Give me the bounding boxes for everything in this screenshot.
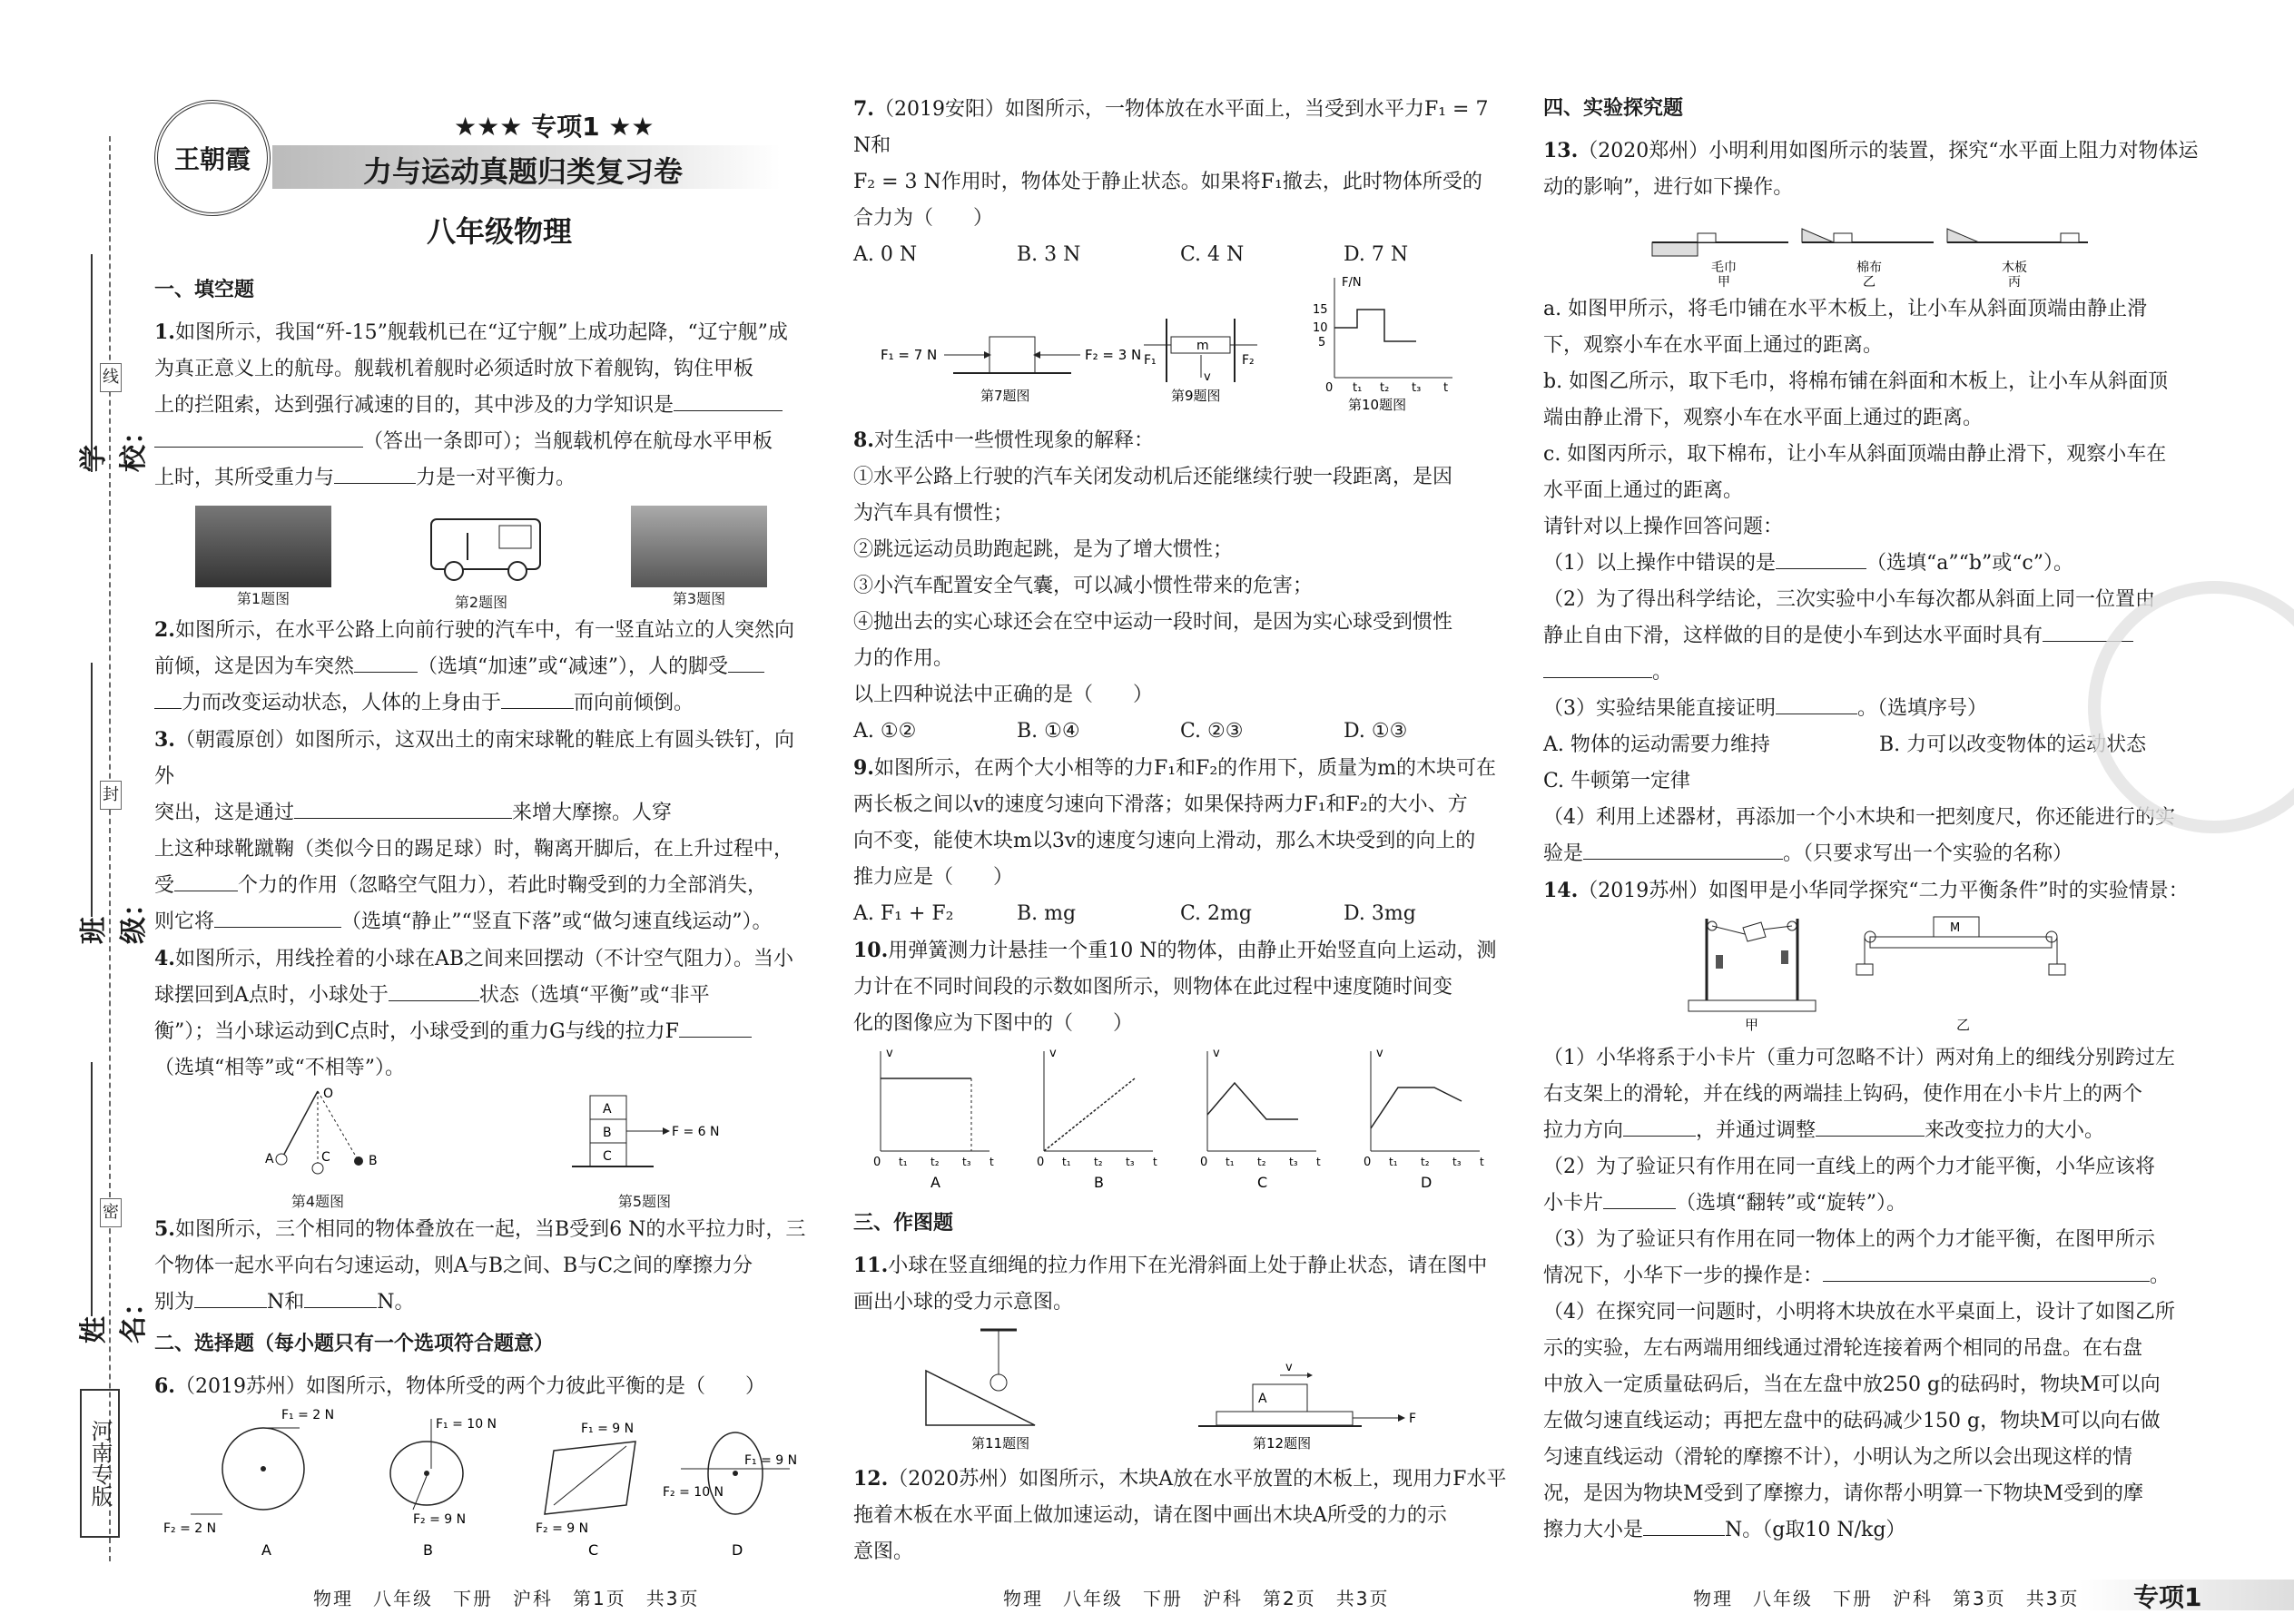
q5-line3c: N。	[377, 1291, 415, 1314]
q10b-t3: t₃	[1126, 1156, 1135, 1168]
q14-figure	[1543, 910, 2215, 1037]
q1-line3: 上的拦阻索，达到强行减速的目的，其中涉及的力学知识是	[154, 394, 674, 417]
q13-c2: 水平面上通过的距离。	[1543, 479, 1744, 502]
q5-blank2[interactable]	[304, 1287, 377, 1308]
q12-line2: 拖着木板在水平面上做加速运动，请在图中画出木块A所受的力的示	[853, 1504, 1447, 1527]
q8-line7: 以上四种说法中正确的是（ ）	[853, 684, 1154, 706]
apparatus-yi	[1856, 917, 2065, 1033]
q10c-t1: t₁	[1226, 1156, 1235, 1168]
q3-line5b: （选填“静止”“竖直下落”或“做匀速直线运动”）。	[341, 910, 773, 933]
fig5-caption: 第5题图	[617, 1193, 672, 1210]
fig4-label-a: A	[265, 1152, 274, 1166]
q8-line6: 力的作用。	[853, 647, 954, 670]
q3-line4a: 受	[154, 874, 175, 897]
section-3-heading: 三、作图题	[853, 1212, 954, 1235]
q10-graph-c	[1200, 1047, 1321, 1191]
q10-graph-a	[873, 1047, 994, 1191]
q8-option-b[interactable]: B. ①④	[1017, 720, 1080, 743]
column-1	[154, 0, 808, 1563]
q10-option-c[interactable]: C	[1257, 1174, 1268, 1191]
q12-line1: （2020苏州）如图所示，木块A放在水平放置的木板上，现用力F水平	[888, 1468, 1507, 1491]
q10b-origin: 0	[1037, 1156, 1045, 1169]
question-9	[853, 750, 1507, 932]
q3-blank2[interactable]	[174, 871, 238, 891]
q10a-t1: t₁	[899, 1156, 908, 1168]
q11-line1: 小球在竖直细绳的拉力作用下在光滑斜面上处于静止状态，请在图中	[888, 1255, 1488, 1277]
fig5-force-label: F = 6 N	[672, 1125, 720, 1139]
question-3	[154, 722, 808, 940]
question-8	[853, 422, 1507, 750]
q1-line5b: 力是一对平衡力。	[416, 467, 576, 489]
q10c-origin: 0	[1200, 1156, 1208, 1169]
mark-xian: 线	[100, 363, 122, 392]
q3-blank3[interactable]	[214, 907, 341, 928]
q13-p3a: （3）实验结果能直接证明	[1543, 697, 1776, 720]
q13-p2b: 静止自由下滑，这样做的目的是使小车到达水平面时具有	[1543, 625, 2043, 647]
q9-option-b[interactable]: B. mg	[1017, 902, 1077, 925]
q10d-t3: t₃	[1452, 1156, 1462, 1168]
q8-number: 8.	[853, 428, 874, 452]
q14-p1c: 拉力方向	[1543, 1119, 1624, 1142]
q6-number: 6.	[154, 1374, 175, 1398]
q13-blank1[interactable]	[1776, 548, 1866, 569]
q6-option-a[interactable]: A	[261, 1541, 271, 1559]
q14-p4e: 匀速直线运动（滑轮的摩擦不计），小明认为之所以会出现这样的情	[1543, 1446, 2133, 1469]
dashed-binding-line	[109, 136, 111, 1561]
q10b-v: v	[1049, 1047, 1057, 1060]
q14-number: 14.	[1543, 879, 1579, 902]
q10-line3: 化的图像应为下图中的（ ）	[853, 1012, 1134, 1035]
q13-p1b: （选填“a”“b”或“c”）。	[1866, 552, 2074, 575]
q8-option-d[interactable]: D. ①③	[1344, 720, 1408, 743]
page-subtitle: 八年级物理	[427, 214, 573, 249]
q13-p3b: 。（选填序号）	[1857, 697, 1988, 720]
header-banner	[154, 0, 808, 249]
q14-p4c: 中放入一定质量砝码后，当在左盘中放250 g的砝码时，物块M可以向	[1543, 1373, 2161, 1396]
q10d-origin: 0	[1364, 1156, 1372, 1169]
question-10	[853, 932, 1507, 1200]
q13-p4a: （4）利用上述器材，再添加一个小木块和一把刻度尺，你还能进行的实	[1543, 806, 2175, 829]
q6-option-b[interactable]: B	[423, 1541, 433, 1559]
q2-line3b: 而向前倾倒。	[574, 692, 694, 714]
q9-option-c[interactable]: C. 2mg	[1180, 902, 1252, 925]
q10a-origin: 0	[873, 1156, 881, 1169]
school-label: 学校：	[78, 418, 150, 472]
q14-p1b: 右支架上的滑轮，并在线的两端挂上钩码，使作用在小卡片上的两个	[1543, 1083, 2143, 1106]
q10a-t2: t₂	[930, 1156, 940, 1168]
q10-option-d[interactable]: D	[1421, 1174, 1433, 1191]
q8-line2: 为汽车具有惯性；	[853, 502, 1014, 525]
q10-graphs	[853, 1042, 1507, 1196]
section-1-heading: 一、填空题	[154, 279, 255, 301]
q5-number: 5.	[154, 1217, 175, 1241]
q14-p4h: N。（g取10 N/kg）	[1725, 1519, 1906, 1541]
q8-line5: ④抛出去的实心球还会在空中运动一段时间，是因为实心球受到惯性	[853, 611, 1453, 634]
q14-blank5[interactable]	[1643, 1515, 1725, 1536]
q14-p4f: 况，是因为物块M受到了摩擦力，请你帮小明算一下物块M受到的摩	[1543, 1482, 2144, 1505]
q14-p1d: ，并通过调整	[1696, 1119, 1816, 1142]
q7-option-a[interactable]: A. 0 N	[853, 243, 918, 266]
q6c-f2: F₂ = 9 N	[536, 1521, 589, 1536]
q13-p4b: 验是	[1543, 842, 1584, 865]
q1-line1: 如图所示，我国“歼-15”舰载机已在“辽宁舰”上成功起降，“辽宁舰”成	[174, 321, 788, 344]
q2-blank3[interactable]	[501, 688, 574, 709]
q5-line1: 如图所示，三个相同的物体叠放在一起，当B受到6 N的水平拉力时，三	[174, 1218, 806, 1241]
q10c-t: t	[1316, 1156, 1321, 1168]
q14-p1e: 来改变拉力的大小。	[1925, 1119, 2105, 1142]
section-4-heading: 四、实验探究题	[1543, 97, 1684, 120]
q4-line3: 衡”）；当小球运动到C点时，小球受到的重力G与线的拉力F	[154, 1020, 679, 1043]
name-underline	[91, 1062, 93, 1316]
q6b-f1: F₁ = 10 N	[436, 1417, 497, 1432]
q13-blank2b[interactable]	[1543, 657, 1652, 678]
q6c-f1: F₁ = 9 N	[581, 1422, 635, 1436]
q1-line5: 上时，其所受重力与	[154, 467, 335, 489]
q3-line3: 上这种球靴蹴鞠（类似今日的踢足球）时，鞠离开脚后，在上升过程中，	[154, 838, 794, 861]
q4-line2b: 状态（选填“平衡”或“非平	[478, 984, 710, 1007]
q13-p2c: 。	[1652, 661, 1673, 684]
q12-number: 12.	[853, 1467, 889, 1491]
q13-number: 13.	[1543, 139, 1579, 162]
label-bing: 丙	[2008, 275, 2021, 288]
q8-line1: ①水平公路上行驶的汽车关闭发动机后还能继续行驶一段距离，是因	[853, 466, 1453, 488]
q8-options	[853, 714, 1507, 750]
q2-blank1[interactable]	[354, 652, 418, 673]
q9-line1: 如图所示，在两个大小相等的力F₁和F₂的作用下，质量为m的木块可在	[873, 757, 1497, 780]
q9-f1-label: F₁	[1144, 353, 1157, 368]
fig4-caption: 第4题图	[290, 1193, 345, 1210]
fig9-caption: 第9题图	[1171, 388, 1221, 404]
q9-option-a[interactable]: A. F₁ + F₂	[853, 902, 954, 925]
q3-number: 3.	[154, 728, 175, 752]
fig7-caption: 第7题图	[980, 388, 1030, 404]
q1-blank2[interactable]	[334, 463, 416, 484]
q10-graph-d	[1364, 1047, 1484, 1191]
fig3-photo	[631, 506, 767, 587]
q10b-t: t	[1153, 1156, 1157, 1168]
q13-blank4[interactable]	[1583, 839, 1783, 860]
q7-number: 7.	[853, 97, 874, 121]
fig10-y5: 5	[1318, 336, 1326, 349]
fig5-label-b: B	[603, 1126, 612, 1140]
fig14-yi: 乙	[1956, 1017, 1971, 1033]
name-label: 姓名：	[78, 1289, 150, 1343]
page-title: 力与运动真题归类复习卷	[363, 154, 684, 189]
q4-line4: （选填“相等”或“不相等”）。	[154, 1057, 405, 1079]
fig2-caption: 第2题图	[454, 594, 508, 611]
fig10-caption: 第10题图	[1348, 397, 1407, 413]
q13-p4c: 。（只要求写出一个实验的名称）	[1783, 842, 2073, 865]
school-underline	[91, 254, 93, 472]
q13-ask: 请针对以上操作回答问题：	[1543, 516, 1784, 538]
q10-line2: 力计在不同时间段的示数如图所示，则物体在此过程中速度随时间变	[853, 976, 1453, 999]
q14-p3b: 情况下，小华下一步的操作是：	[1543, 1265, 1824, 1287]
section-2-heading: 二、选择题（每小题只有一个选项符合题意）	[154, 1333, 555, 1355]
fig10-t: t	[1443, 381, 1449, 395]
q13-b1: b. 如图乙所示，取下毛巾，将棉布铺在斜面和木板上，让小车从斜面顶	[1543, 370, 2169, 393]
question-14	[1543, 872, 2215, 1549]
fig10-t3: t₃	[1412, 381, 1422, 395]
q10c-t2: t₂	[1257, 1156, 1266, 1168]
q11-number: 11.	[853, 1254, 889, 1277]
q11-line2: 画出小球的受力示意图。	[853, 1291, 1074, 1314]
binding-strip	[0, 0, 150, 1624]
q6a-f2: F₂ = 2 N	[163, 1521, 217, 1536]
q9-line3: 向不变，能使木块m以3v的速度匀速向上滑动，那么木块受到的向上的	[853, 830, 1476, 852]
q5-line2: 个物体一起水平向右匀速运动，则A与B之间、B与C之间的摩擦力分	[154, 1255, 753, 1277]
q14-blank4[interactable]	[1823, 1261, 2150, 1282]
question-7	[853, 91, 1507, 422]
mark-feng: 封	[100, 781, 122, 810]
q10-option-b[interactable]: B	[1094, 1174, 1104, 1191]
fig12-a-label: A	[1258, 1392, 1267, 1406]
column-2	[853, 91, 1507, 1570]
q14-blank1[interactable]	[1623, 1116, 1696, 1137]
q6a-f1: F₁ = 2 N	[281, 1408, 335, 1422]
q2-line1: 如图所示，在水平公路上向前行驶的汽车中，有一竖直站立的人突然向	[174, 619, 794, 642]
q7-q9-q10-figures	[853, 273, 1507, 418]
q9-line2: 两长板之间以v的速度匀速向下滑落；如果保持两力F₁和F₂的大小、方	[853, 793, 1468, 816]
q9-options	[853, 896, 1507, 932]
q2-blank2[interactable]	[728, 652, 764, 673]
q5-blank1[interactable]	[194, 1287, 267, 1308]
fig2-car	[413, 506, 549, 587]
label-yi: 乙	[1863, 275, 1876, 288]
question-12	[853, 1461, 1507, 1570]
q13-option-c[interactable]: C. 牛顿第一定律	[1543, 770, 1691, 792]
edition-badge: 河南专版	[80, 1389, 120, 1538]
q7-option-c[interactable]: C. 4 N	[1180, 243, 1245, 266]
q7-line3: 合力为（ ）	[853, 207, 994, 230]
q4-line1: 如图所示，用线拴着的小球在AB之间来回摆动（不计空气阻力）。当小	[174, 948, 794, 970]
q14-blank2[interactable]	[1816, 1116, 1925, 1137]
q2-line2b: （选填“加速”或“减速”），人的脚受	[418, 655, 729, 678]
q7-options	[853, 237, 1507, 273]
mark-mi: 密	[100, 1198, 122, 1227]
fig1-caption: 第1题图	[236, 590, 290, 607]
q10d-v: v	[1376, 1047, 1383, 1060]
q1-blank1[interactable]	[674, 390, 783, 411]
fig1-photo	[195, 506, 331, 587]
q14-p2a: （2）为了验证只有作用在同一直线上的两个力才能平衡，小华应该将	[1543, 1156, 2155, 1178]
q3-line5a: 则它将	[154, 910, 215, 933]
fig11-caption: 第11题图	[971, 1435, 1030, 1452]
question-5	[154, 1211, 808, 1321]
class-underline	[91, 663, 93, 917]
fig10-y10: 10	[1313, 321, 1328, 335]
q4-blank2[interactable]	[679, 1017, 752, 1038]
label-mianbu: 棉布	[1856, 261, 1882, 275]
q5-line3a: 别为	[154, 1291, 195, 1314]
fig3-caption: 第3题图	[672, 590, 726, 607]
q3-line4b: 个力的作用（忽略空气阻力），若此时鞠受到的力全部消失，	[238, 874, 768, 897]
fig10-t1: t₁	[1353, 381, 1363, 395]
q13-blank3[interactable]	[1776, 694, 1857, 714]
q6b-f2: F₂ = 9 N	[413, 1512, 467, 1527]
q13-option-a[interactable]: A. 物体的运动需要力维持	[1543, 733, 1770, 756]
q10a-v: v	[886, 1047, 893, 1060]
q6-option-d[interactable]: D	[732, 1541, 743, 1559]
fig5-label-c: C	[603, 1149, 612, 1164]
class-label: 班级：	[78, 890, 150, 944]
fig4-label-b: B	[369, 1154, 378, 1168]
q10d-t: t	[1480, 1156, 1484, 1168]
label-muban: 木板	[2002, 261, 2027, 275]
q9-m-label: m	[1196, 339, 1209, 353]
q3-line2b: 来增大摩擦。人穿	[512, 802, 673, 824]
q14-p2b: 小卡片	[1543, 1192, 1604, 1215]
fig10-t2: t₂	[1380, 381, 1390, 395]
q7-f2-label: F₂ = 3 N	[1085, 347, 1142, 363]
fig5-label-a: A	[603, 1102, 612, 1117]
fig14-jia: 甲	[1745, 1017, 1759, 1033]
q10c-t3: t₃	[1289, 1156, 1298, 1168]
question-2	[154, 612, 808, 722]
q8-intro: 对生活中一些惯性现象的解释：	[873, 429, 1154, 452]
q3-blank1[interactable]	[294, 798, 512, 819]
q1-line4: （答出一条即可）；当舰载机停在航母水平甲板	[363, 430, 773, 453]
q3-line2a: 突出，这是通过	[154, 802, 295, 824]
q10-number: 10.	[853, 939, 889, 962]
q9-v-label: v	[1204, 370, 1211, 384]
fig4-label-o: O	[323, 1087, 334, 1101]
fig5-stack	[554, 1087, 735, 1186]
q14-p4a: （4）在探究同一问题时，小明将木块放在水平桌面上，设计了如图乙所	[1543, 1301, 2175, 1324]
q7-option-b[interactable]: B. 3 N	[1017, 243, 1081, 266]
q13-b2: 端由静止滑下，观察小车在水平面上通过的距离。	[1543, 407, 1984, 429]
q14-p4b: 示的实验，左右两端用细线通过滑轮连接着两个相同的吊盘。在右盘	[1543, 1337, 2143, 1360]
q11-q12-figures	[853, 1321, 1507, 1457]
q4-blank1[interactable]	[389, 980, 479, 1001]
q9-f2-label: F₂	[1242, 353, 1255, 368]
q14-p2c: （选填“翻转”或“旋转”）。	[1676, 1192, 1907, 1215]
q13-option-b[interactable]: B. 力可以改变物体的运动状态	[1879, 733, 2147, 756]
q1-number: 1.	[154, 320, 175, 344]
q14-line1: （2019苏州）如图甲是小华同学探究“二力平衡条件”时的实验情景：	[1578, 880, 2189, 902]
fig14-m-label: M	[1950, 921, 1961, 935]
q13-line2: 动的影响”，进行如下操作。	[1543, 176, 1794, 199]
q10d-t2: t₂	[1421, 1156, 1430, 1168]
q8-option-c[interactable]: C. ②③	[1180, 720, 1244, 743]
q10-graph-b	[1037, 1047, 1157, 1191]
q10b-t2: t₂	[1094, 1156, 1103, 1168]
q9-option-d[interactable]: D. 3mg	[1344, 902, 1416, 925]
column-3	[1543, 91, 2215, 1549]
q12-line3: 意图。	[853, 1540, 914, 1563]
q9-number: 9.	[853, 756, 874, 780]
q10c-v: v	[1213, 1047, 1220, 1060]
q13-a2: 下，观察小车在水平面上通过的距离。	[1543, 334, 1884, 357]
q13-p2a: （2）为了得出科学结论，三次实验中小车每次都从斜面上同一位置由	[1543, 588, 2155, 611]
q7-line1: （2019安阳）如图所示，一物体放在水平面上，当受到水平力F₁ = 7 N和	[853, 98, 1489, 157]
fig12-v-label: v	[1285, 1361, 1293, 1374]
q6d-f2: F₂ = 10 N	[663, 1485, 724, 1500]
q10-line1: 用弹簧测力计悬挂一个重10 N的物体，由静止开始竖直向上运动，测	[888, 940, 1497, 962]
q10b-t1: t₁	[1062, 1156, 1071, 1168]
q10a-t: t	[989, 1156, 994, 1168]
q13-p1a: （1）以上操作中错误的是	[1543, 552, 1776, 575]
fig10-origin: 0	[1325, 381, 1334, 395]
apparatus-jia	[1689, 919, 1816, 1033]
q9-line4: 推力应是（ ）	[853, 866, 1014, 889]
question-6	[154, 1368, 808, 1563]
question-11	[853, 1247, 1507, 1461]
fig12-caption: 第12题图	[1253, 1435, 1312, 1452]
q13-c1: c. 如图丙所示，取下棉布，让小车从斜面顶端由静止滑下，观察小车在	[1543, 443, 2167, 466]
q5-line3b: N和	[267, 1291, 305, 1314]
ramp-bing	[1947, 229, 2088, 288]
q13-a1: a. 如图甲所示，将毛巾铺在水平木板上，让小车从斜面顶端由静止滑	[1543, 298, 2148, 320]
ramp-jia	[1652, 233, 1788, 288]
q2-blank2b[interactable]	[154, 688, 182, 709]
q13-figure	[1543, 206, 2215, 288]
q14-p4d: 左做匀速直线运动；再把左盘中的砝码减少150 g，物块M可以向右做	[1543, 1410, 2161, 1432]
label-jia: 甲	[1718, 275, 1730, 288]
q2-number: 2.	[154, 618, 175, 642]
series-label: ★★★ 专项1 ★★	[454, 112, 655, 142]
footer-tag: 专项1	[2133, 1582, 2202, 1612]
q14-p1a: （1）小华将系于小卡片（重力可忽略不计）两对角上的细线分别跨过左	[1543, 1047, 2175, 1069]
q10a-t3: t₃	[962, 1156, 971, 1168]
fig10-y15: 15	[1313, 303, 1328, 317]
fig4-label-c: C	[321, 1150, 330, 1165]
question-1	[154, 314, 808, 612]
q10-option-a[interactable]: A	[930, 1174, 940, 1191]
q8-option-a[interactable]: A. ①②	[853, 720, 917, 743]
q6-figures	[154, 1405, 808, 1560]
q1-blank1b[interactable]	[154, 427, 363, 448]
q14-blank3[interactable]	[1603, 1188, 1676, 1209]
fig10-ylabel: F/N	[1342, 276, 1362, 290]
q14-p3a: （3）为了验证只有作用在同一物体上的两个力才能平衡，在图甲所示	[1543, 1228, 2155, 1251]
footer-page-3: 物理 八年级 下册 沪科 第3页 共3页	[1693, 1588, 2080, 1609]
q6-text: （2019苏州）如图所示，物体所受的两个力彼此平衡的是（ ）	[174, 1375, 765, 1398]
footer-page-2: 物理 八年级 下册 沪科 第2页 共3页	[1003, 1588, 1390, 1609]
question-4	[154, 940, 808, 1211]
q1-line2: 为真正意义上的航母。舰载机着舰时必须适时放下着舰钩，钩住甲板	[154, 358, 754, 380]
fig12-f-label: F	[1409, 1412, 1417, 1426]
q13-line1: （2020郑州）小明利用如图所示的装置，探究“水平面上阻力对物体运	[1578, 140, 2199, 162]
q10d-t1: t₁	[1389, 1156, 1398, 1168]
logo: 王朝霞	[154, 100, 271, 216]
q7-option-d[interactable]: D. 7 N	[1344, 243, 1409, 266]
q4-number: 4.	[154, 947, 175, 970]
fig4-pendulum	[227, 1087, 409, 1186]
q7-f1-label: F₁ = 7 N	[881, 347, 938, 363]
q6-option-c[interactable]: C	[588, 1541, 599, 1559]
q7-line2: F₂ = 3 N作用时，物体处于静止状态。如果将F₁撤去，此时物体所受的	[853, 171, 1482, 193]
q6d-f1: F₁ = 9 N	[744, 1453, 798, 1468]
label-maojin: 毛巾	[1711, 261, 1737, 275]
q4-line2a: 球摆回到A点时，小球处于	[154, 984, 389, 1007]
ramp-yi	[1802, 229, 1934, 288]
q14-p4g: 擦力大小是	[1543, 1519, 1644, 1541]
footer-page-1: 物理 八年级 下册 沪科 第1页 共3页	[313, 1588, 700, 1609]
q2-line2a: 前倾，这是因为车突然	[154, 655, 355, 678]
q8-line4: ③小汽车配置安全气囊，可以减小惯性带来的危害；	[853, 575, 1314, 597]
q3-line1: （朝霞原创）如图所示，这双出土的南宋球靴的鞋底上有圆头铁钉，向外	[154, 729, 794, 788]
q2-line3: 力而改变运动状态，人体的上身由于	[182, 692, 502, 714]
q14-p3c: 。	[2150, 1265, 2171, 1287]
q8-line3: ②跳远运动员助跑起跳，是为了增大惯性；	[853, 538, 1234, 561]
